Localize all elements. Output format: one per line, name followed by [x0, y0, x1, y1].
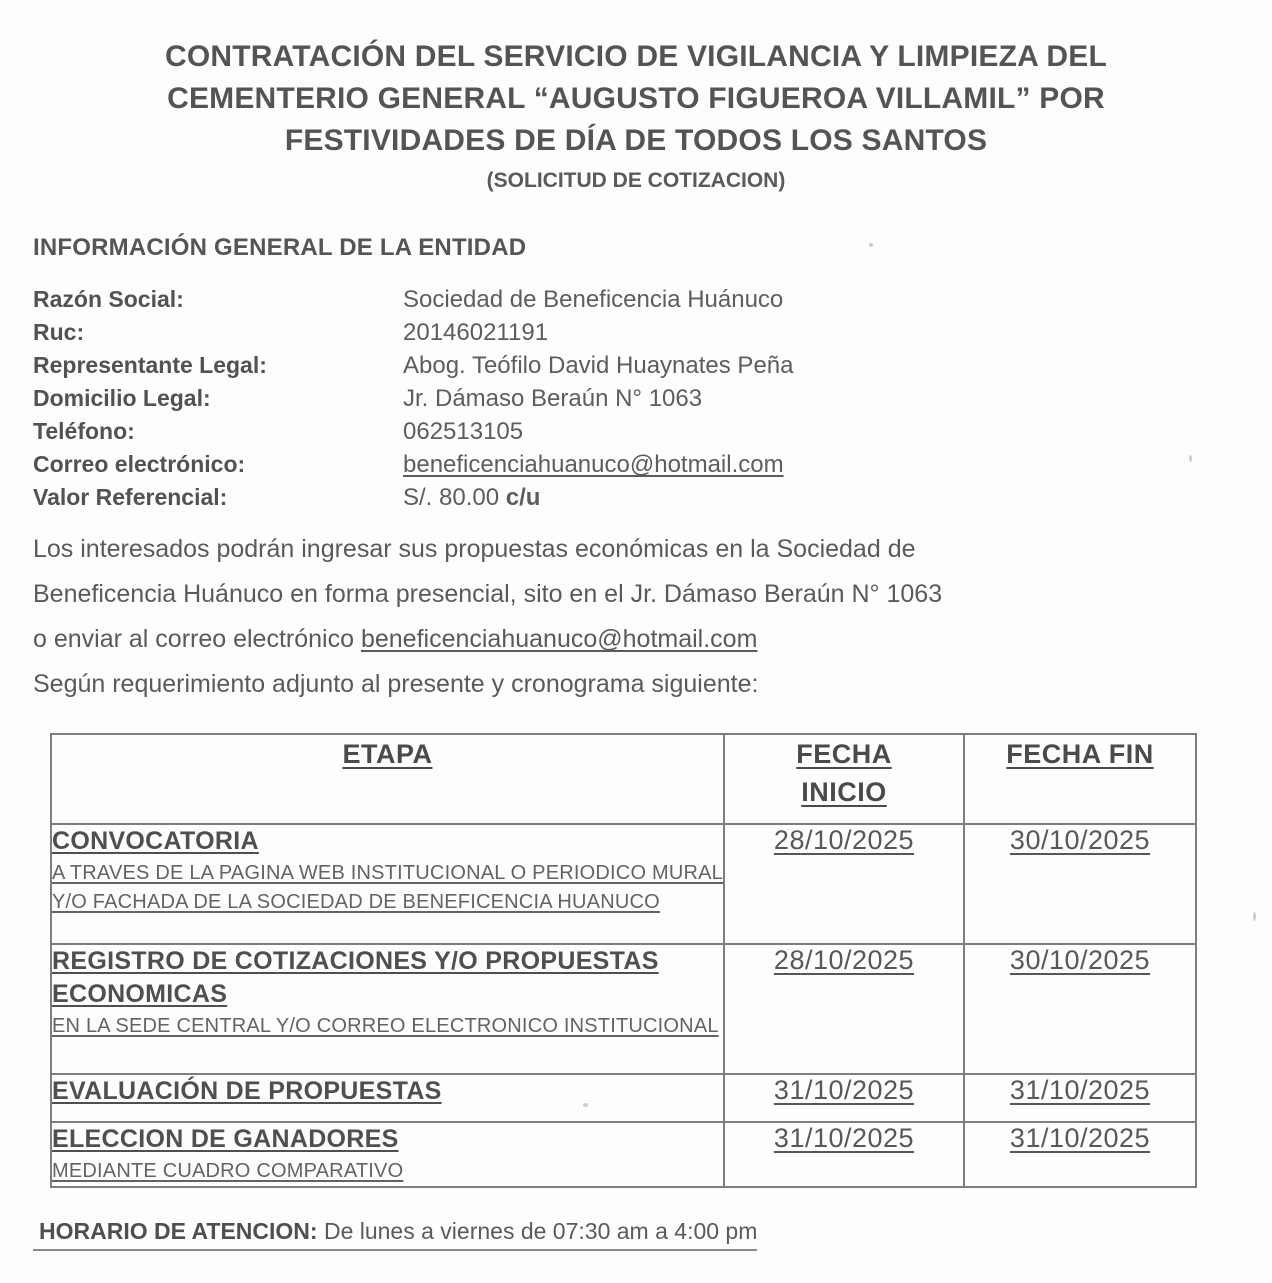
- table-cell-fecha-fin: [964, 1074, 1196, 1122]
- table-header-fecha-inicio-line2: INICIO: [801, 777, 887, 807]
- table-header-fecha-inicio-line1: FECHA: [796, 739, 892, 769]
- info-value-domicilio-legal: Jr. Dámaso Beraún N° 1063: [403, 385, 703, 412]
- etapa-subtext: MEDIANTE CUADRO COMPARATIVO: [52, 1160, 404, 1182]
- info-label-valor-referencial: Valor Referencial:: [33, 484, 228, 510]
- info-value-valor-referencial: [403, 484, 540, 512]
- info-label-telefono: Teléfono:: [33, 418, 135, 444]
- info-label-ruc: Ruc:: [33, 319, 85, 345]
- etapa-title: ELECCION DE GANADORES: [52, 1125, 399, 1153]
- info-row-razon-social: [33, 286, 1272, 319]
- paragraph-line-1: Los interesados podrán ingresar sus propuestas económicas en la Sociedad de: [33, 535, 916, 563]
- fecha-inicio-value: 28/10/2025: [773, 825, 915, 855]
- table-cell-fecha-fin: [964, 824, 1196, 944]
- schedule-table-wrapper: [50, 733, 1195, 1188]
- instructions-paragraph: [33, 527, 1239, 707]
- paragraph-line-4: Según requerimiento adjunto al presente y cronograma siguiente:: [33, 670, 759, 698]
- fecha-inicio-value: 31/10/2025: [773, 1075, 915, 1105]
- table-header-fecha-inicio: [724, 734, 964, 824]
- title-line-2: CEMENTERIO GENERAL “AUGUSTO FIGUEROA VILLAMIL” POR: [167, 82, 1105, 115]
- document-title-block: [0, 0, 1272, 196]
- table-cell-etapa: [51, 824, 724, 944]
- info-value-ruc: 20146021191: [403, 319, 549, 346]
- entity-info-list: [33, 286, 1272, 517]
- fecha-fin-value: 31/10/2025: [1009, 1123, 1151, 1153]
- footer-attention-hours: [33, 1218, 757, 1251]
- table-header-fecha-fin: [964, 734, 1196, 824]
- paragraph-line-2: Beneficencia Huánuco en forma presencial, sito en el Jr. Dámaso Beraún N° 1063: [33, 580, 943, 608]
- info-label-domicilio-legal: Domicilio Legal:: [33, 385, 211, 411]
- fecha-fin-value: 31/10/2025: [1009, 1075, 1151, 1105]
- table-cell-etapa: [51, 944, 724, 1074]
- footer-label: HORARIO DE ATENCION:: [39, 1218, 318, 1244]
- section-heading-entity-info: INFORMACIÓN GENERAL DE LA ENTIDAD: [33, 234, 527, 261]
- scan-speck: [1253, 912, 1256, 921]
- table-header-etapa-text: ETAPA: [342, 739, 433, 769]
- info-row-valor-referencial: [33, 484, 1272, 517]
- table-header-etapa: [51, 734, 724, 824]
- info-value-representante-legal: Abog. Teófilo David Huaynates Peña: [403, 352, 794, 379]
- info-label-representante-legal: Representante Legal:: [33, 352, 267, 378]
- table-row: [51, 824, 1196, 944]
- table-cell-fecha-inicio: [724, 824, 964, 944]
- table-cell-fecha-inicio: [724, 1122, 964, 1187]
- info-value-telefono: 062513105: [403, 418, 524, 445]
- footer-value: De lunes a viernes de 07:30 am a 4:00 pm: [317, 1218, 758, 1244]
- email-link[interactable]: beneficenciahuanuco@hotmail.com: [360, 625, 758, 653]
- table-cell-fecha-inicio: [724, 1074, 964, 1122]
- table-cell-fecha-fin: [964, 944, 1196, 1074]
- etapa-title: EVALUACIÓN DE PROPUESTAS: [52, 1077, 442, 1105]
- etapa-title: CONVOCATORIA: [52, 827, 259, 855]
- info-label-razon-social: Razón Social:: [33, 286, 184, 312]
- fecha-fin-value: 30/10/2025: [1009, 825, 1151, 855]
- paragraph-line-3-prefix: o enviar al correo electrónico: [33, 625, 361, 653]
- fecha-inicio-value: 28/10/2025: [773, 945, 915, 975]
- info-row-domicilio-legal: [33, 385, 1272, 418]
- valor-unit: c/u: [505, 484, 541, 511]
- fecha-fin-value: 30/10/2025: [1009, 945, 1151, 975]
- etapa-subtext: EN LA SEDE CENTRAL Y/O CORREO ELECTRONICO INSTITUCIONAL: [52, 1015, 719, 1037]
- valor-amount: S/. 80.00: [403, 484, 506, 511]
- table-cell-etapa: [51, 1074, 724, 1122]
- title-line-1: CONTRATACIÓN DEL SERVICIO DE VIGILANCIA Y LIMPIEZA DEL: [165, 40, 1107, 73]
- info-row-correo-electronico: [33, 451, 1272, 484]
- info-value-razon-social: Sociedad de Beneficencia Huánuco: [403, 286, 784, 313]
- info-value-correo-electronico[interactable]: beneficenciahuanuco@hotmail.com: [403, 451, 784, 478]
- etapa-subtext: A TRAVES DE LA PAGINA WEB INSTITUCIONAL O PERIODICO MURAL Y/O FACHADA DE LA SOCIEDAD DE BENEFICENCIA HUANUCO: [52, 862, 723, 913]
- table-row: [51, 1074, 1196, 1122]
- info-row-telefono: [33, 418, 1272, 451]
- table-header-fecha-fin-text: FECHA FIN: [1006, 739, 1154, 769]
- table-row: [51, 944, 1196, 1074]
- fecha-inicio-value: 31/10/2025: [773, 1123, 915, 1153]
- etapa-title: REGISTRO DE COTIZACIONES Y/O PROPUESTAS ECONOMICAS: [52, 947, 659, 1008]
- table-cell-fecha-inicio: [724, 944, 964, 1074]
- table-cell-fecha-fin: [964, 1122, 1196, 1187]
- paragraph-line-3: [33, 617, 1239, 662]
- document-subtitle: (SOLICITUD DE COTIZACION): [486, 169, 786, 192]
- schedule-table: [50, 733, 1197, 1188]
- info-row-ruc: [33, 319, 1272, 352]
- title-line-3: FESTIVIDADES DE DÍA DE TODOS LOS SANTOS: [284, 124, 988, 157]
- table-header-row: [51, 734, 1196, 824]
- info-row-representante-legal: [33, 352, 1272, 385]
- table-cell-etapa: [51, 1122, 724, 1187]
- table-row: [51, 1122, 1196, 1187]
- info-label-correo-electronico: Correo electrónico:: [33, 451, 246, 477]
